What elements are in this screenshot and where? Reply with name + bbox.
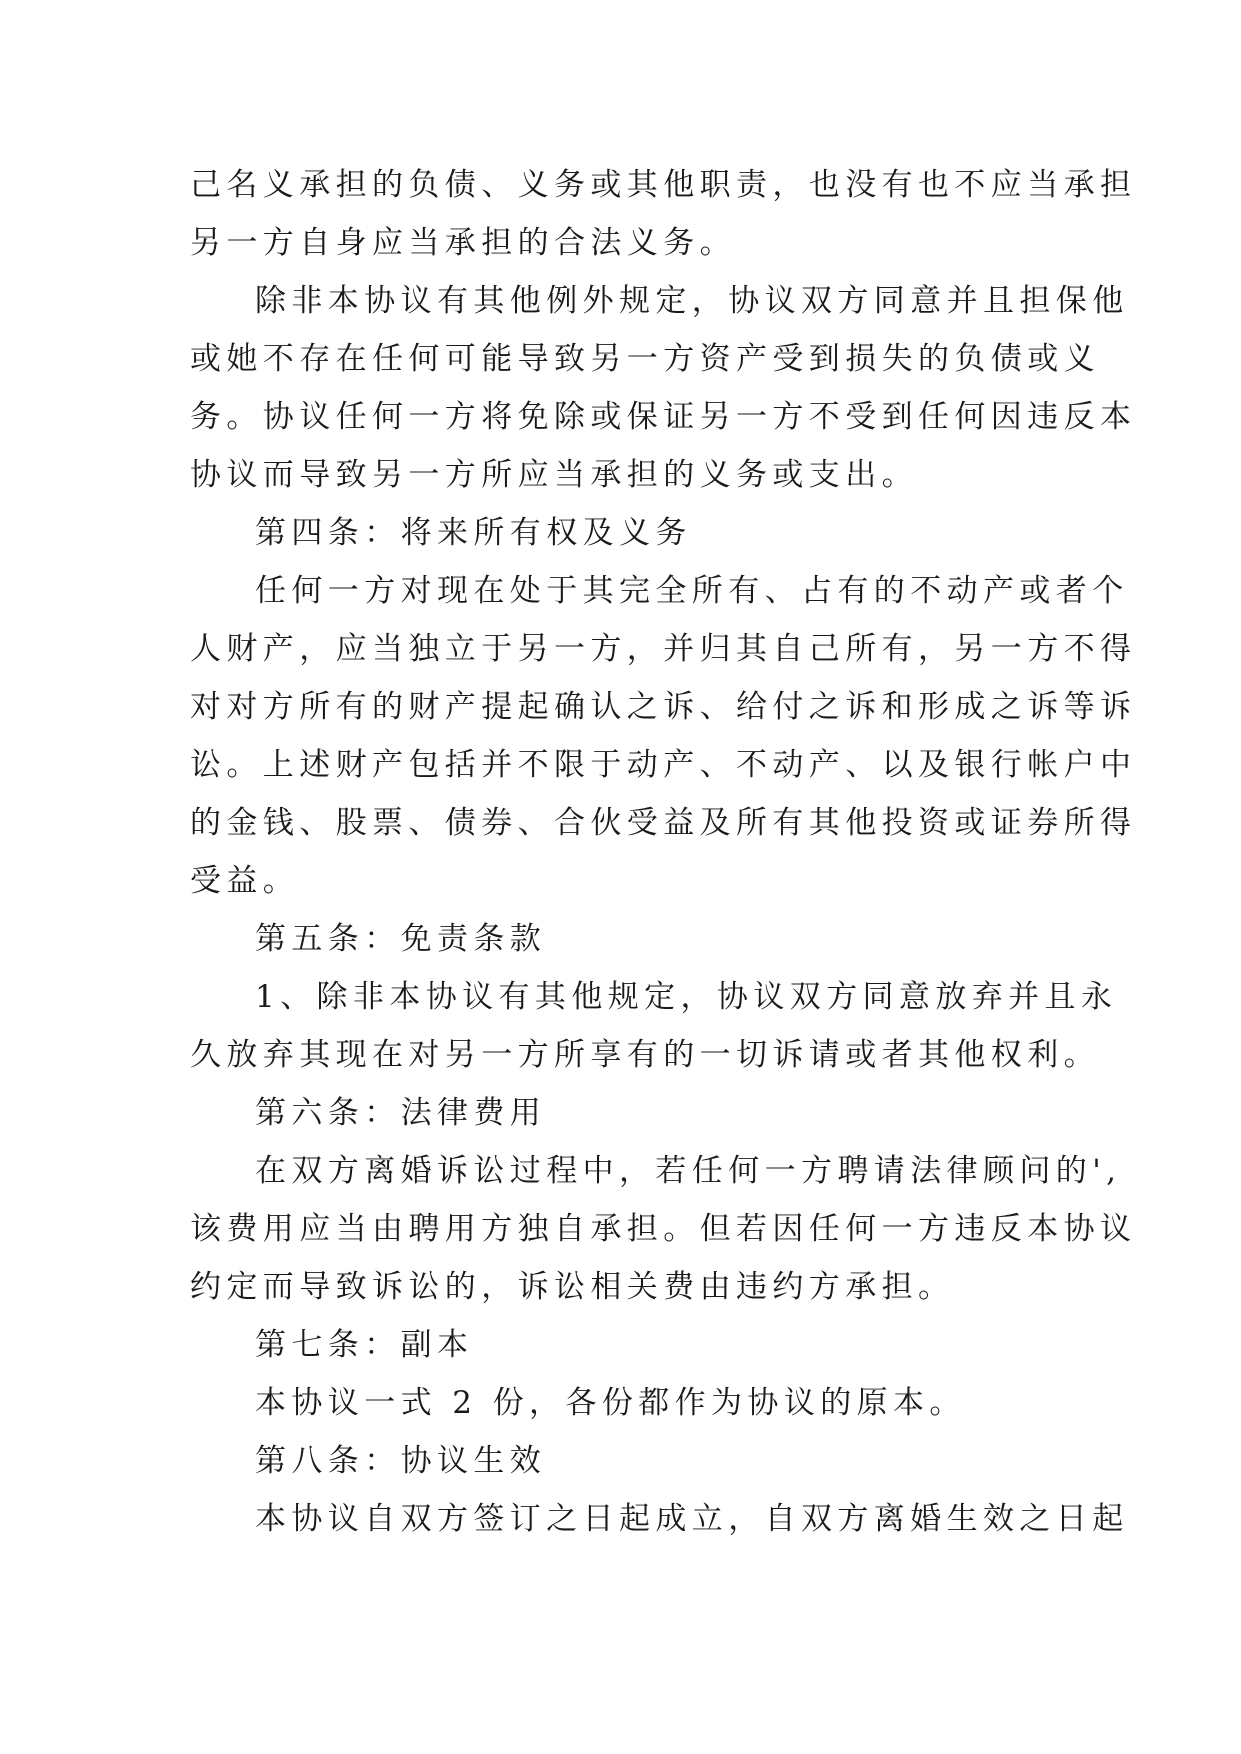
paragraph-line: 本协议一式 2 份，各份都作为协议的原本。 [255,1385,966,1421]
paragraph-line: 或她不存在任何可能导致另一方资产受到损失的负债或义 [190,341,1100,377]
document-body [190,156,1137,1548]
paragraph-line: 在双方离婚诉讼过程中，若任何一方聘请法律顾问的', [255,1153,1122,1189]
section-heading: 第七条：副本 [255,1327,474,1363]
section-heading: 第五条：免责条款 [255,921,547,957]
section-heading: 第四条：将来所有权及义务 [255,515,692,551]
paragraph-line: 1、除非本协议有其他规定，协议双方同意放弃并且永 [255,979,1118,1015]
paragraph-line: 协议而导致另一方所应当承担的义务或支出。 [190,457,918,493]
paragraph-line: 久放弃其现在对另一方所享有的一切诉请或者其他权利。 [190,1037,1100,1073]
paragraph-line: 的金钱、股票、债券、合伙受益及所有其他投资或证券所得 [190,805,1137,841]
paragraph-line: 己名义承担的负债、义务或其他职责，也没有也不应当承担 [190,167,1137,203]
paragraph-line: 本协议自双方签订之日起成立，自双方离婚生效之日起 [255,1501,1129,1537]
section-heading: 第八条：协议生效 [255,1443,547,1479]
paragraph-line: 人财产，应当独立于另一方，并归其自己所有，另一方不得 [190,631,1137,667]
paragraph-line: 受益。 [190,863,300,899]
paragraph-line: 务。协议任何一方将免除或保证另一方不受到任何因违反本 [190,399,1137,435]
paragraph-line: 讼。上述财产包括并不限于动产、不动产、以及银行帐户中 [190,747,1137,783]
paragraph-line: 约定而导致诉讼的，诉讼相关费由违约方承担。 [190,1269,955,1305]
section-heading: 第六条：法律费用 [255,1095,547,1131]
paragraph-line: 任何一方对现在处于其完全所有、占有的不动产或者个 [255,573,1129,609]
paragraph-line: 对对方所有的财产提起确认之诉、给付之诉和形成之诉等诉 [190,689,1137,725]
paragraph-line: 该费用应当由聘用方独自承担。但若因任何一方违反本协议 [190,1211,1137,1247]
paragraph-line: 除非本协议有其他例外规定，协议双方同意并且担保他 [255,283,1129,319]
paragraph-line: 另一方自身应当承担的合法义务。 [190,225,736,261]
